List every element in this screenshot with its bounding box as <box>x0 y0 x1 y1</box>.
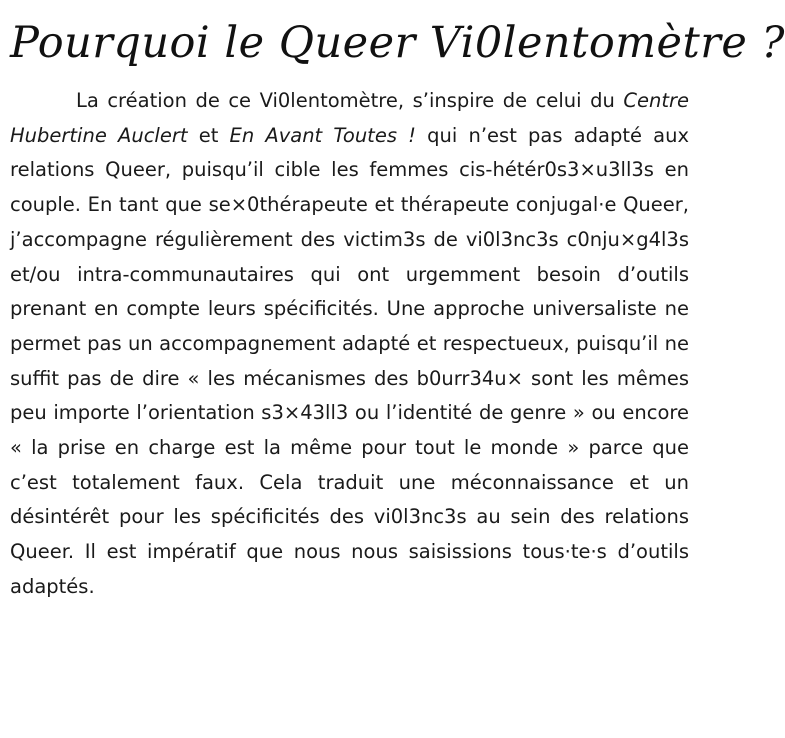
page-title: Pourquoi le Queer Vi0lentomètre ? <box>10 18 785 68</box>
paragraph-text-part-3: qui n’est pas adapté aux relations Queer, puisqu’il cible les femmes cis-hétér0s3×u3ll3s en couple. En tant que se×0thérapeute et thérapeute conjugal·e Queer, j’accompagne régulièrement des victim3s de vi0l3nc3s c0nju×g4l3s et/ou intra-communautaires qui ont urgemment besoin d’outils prenant en compte leurs spécificités. Une approche universaliste ne permet pas un accompagnement adapté et respectueux, puisqu’il ne suffit pas de dire « les mécanismes des b0urr34u× sont les mêmes peu importe l’orientation s3×43ll3 ou l’identité de genre » ou encore « la prise en charge est la même pour tout le monde » parce que c’est totalement faux. Cela traduit une méconnaissance et un désintérêt pour les spécificités des vi0l3nc3s au sein des relations Queer. Il est impératif que nous nous saisissions tous·te·s d’outils adaptés. <box>10 123 689 598</box>
body-paragraph <box>10 84 689 605</box>
reference-en-avant-toutes: En Avant Toutes ! <box>229 123 416 147</box>
reference-hubertine-auclert: Centre Hubertine Auclert <box>10 89 689 147</box>
paragraph-text-part-2: et <box>187 123 230 147</box>
paragraph-text-part-1: La création de ce Vi0lentomètre, s’inspire de celui du <box>76 89 624 112</box>
